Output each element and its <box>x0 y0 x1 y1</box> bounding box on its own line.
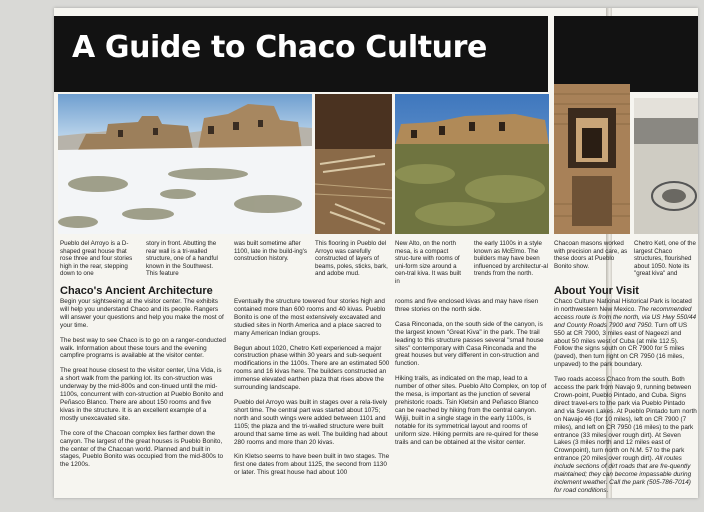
caption-pueblo-del-arroyo-2: story in front. Abutting the rear wall is a tri-walled structure, one of a handful known in the Southwest. This feature <box>146 240 218 278</box>
ancient-architecture-column-3 <box>395 298 549 453</box>
visit-text: Two roads access Chaco from the south. Both access the park from Navajo 9, running between Crown-point, Pueblo Pintado, and Cuba. Signs direct travel-ers to the park via Pueblo Pintado and via Seven Lakes. At Pueblo Pintado turn north on Navajo 46 (for 10 miles), left on CR 7900 (7 miles), and left on CR 7950 (16 miles) to the park entrance (33 miles over rough dirt). At Seven Lakes (3 miles north and 12 miles east of Crownpoint), turn north on N.M. 57 to the park entrance (20 miles over rough dirt). <box>554 376 697 463</box>
paragraph: Pueblo del Arroyo was built in stages over a rela-tively short time. The central part was started about 1075; north and south wings were added between 1101 and 1105; the plaza and the tri-walled structure were built around that same time as well. The building had about 280 rooms and more than 20 kivas. <box>234 398 388 446</box>
pueblo-del-arroyo-image <box>58 94 312 234</box>
visit-text-emphasis: All routes include sections of dirt roads that are fre-quently maintained; they can become impassable during inclement weather. Call the park (505-786-7014) for road conditions. <box>554 455 692 494</box>
photo-pueblo-del-arroyo <box>58 94 312 234</box>
flooring-image <box>315 94 392 234</box>
heading-ancient-architecture: Chaco's Ancient Architecture <box>60 285 213 297</box>
page-title: A Guide to Chaco Culture <box>72 30 487 65</box>
paragraph: Kin Kletso seems to have been built in two stages. The first one dates from about 1125, the second from 1130 or later. This great house had about 100 <box>234 453 390 477</box>
visit-text-emphasis: The recommended access route is from the north, via US Hwy 550/44 and County Roads 7900 and 7950. <box>554 305 697 329</box>
photo-chetro-ketl <box>634 98 698 234</box>
visit-text: Turn off US 550 at CR 7900, 3 miles east of Nageezi and about 50 miles west of Cuba (at mile 112.5). Follow the signs south on CR 7900 for 5 miles (paved), then turn right on CR 7950 (16 miles, unpaved) to the park boundary. <box>554 321 688 369</box>
caption-new-alto-1: New Alto, on the north mesa, is a compact struc-ture with rooms of uni-form size around a cen-tral kiva. It was built in <box>395 240 462 285</box>
caption-pueblo-del-arroyo-3: was built sometime after 1100, late in the build-ing's construction history. <box>234 240 307 263</box>
caption-chetro-ketl: Chetro Ketl, one of the largest Chaco structures, flourished about 1050. Note its "great kiva" and <box>634 240 696 278</box>
title-band-right-panel <box>554 16 698 92</box>
paragraph: The best way to see Chaco is to go on a ranger-conducted walk. Information about these tours and the evening campfire programs is available at the visitor center. <box>60 336 226 360</box>
doors-image <box>554 84 630 234</box>
paragraph: Eventually the structure towered four stories high and contained more than 600 rooms and 40 kivas. Pueblo Bonito is one of the most extensively excavated and studied sites in North America and a place sacred to many American Indian groups. <box>234 298 386 337</box>
ancient-architecture-column-2 <box>234 298 392 484</box>
caption-pueblo-del-arroyo-1: Pueblo del Arroyo is a D-shaped great house that rose three and four stories high in the rear, stepping down to one <box>60 240 133 278</box>
paragraph: Hiking trails, as indicated on the map, lead to a number of other sites. Pueblo Alto Complex, on top of the mesa, is important as the junction of several prehistoric roads. Tsin Kletsin and Peñasco Blanco can be reached by hiking from the central canyon. Wijiji, built in a single stage in the early 1100s, is notable for its symmetrical layout and rooms of uniform size. Hiking permits are re-quired for these trails and can be obtained at the visitor center. <box>395 375 547 446</box>
paragraph: Begin your sightseeing at the visitor center. The exhibits will help you understand Chaco and its people. Rangers will answer your questions and help you make the most of your time. <box>60 298 224 329</box>
ancient-architecture-column-1 <box>60 298 226 476</box>
paragraph: Begun about 1020, Chetro Ketl experienced a major construction phase within 30 years and sub-sequent modifications in the 1100s. There are an estimated 500 rooms and 16 kivas here. The builders constructed an immense elevated earthen plaza that rises above the surrounding landscape. <box>234 344 390 392</box>
chetro-ketl-image <box>634 98 698 234</box>
paragraph: rooms and five enclosed kivas and may have risen three stories on the north side. <box>395 298 539 313</box>
about-your-visit-column <box>554 298 697 498</box>
paragraph: Casa Rinconada, on the south side of the canyon, is the largest known "Great Kiva" in the park. The trail leading to this structure passes several "small house sites" contemporary with Casa Rinconada and the great houses but very different in con-struction and function. <box>395 320 544 368</box>
caption-masons: Chacoan masons worked with precision and care, as these doors at Pueblo Bonito show. <box>554 240 628 270</box>
heading-about-your-visit: About Your Visit <box>554 285 639 297</box>
brochure-page <box>54 8 698 498</box>
photo-flooring <box>315 94 392 234</box>
title-band <box>54 16 548 92</box>
paragraph <box>554 376 697 495</box>
photo-pueblo-bonito-doors <box>554 84 630 234</box>
paragraph <box>554 298 697 369</box>
caption-flooring: This flooring in Pueblo del Arroyo was carefully constructed of layers of beams, poles, sticks, bark, and adobe mud. <box>315 240 388 278</box>
paragraph: The core of the Chacoan complex lies farther down the canyon. The largest of the great houses is Pueblo Bonito, the center of the Chacoan world. Planned and built in stages, Pueblo Bonito was occupied from the mid-800s to the 1200s. <box>60 429 224 469</box>
paragraph: The great house closest to the visitor center, Una Vida, is a short walk from the parking lot. Its con-struction was underway by the mid-800s and con-tinued until the mid-1100s, concurrent with con-struction at Pueblo Bonito and Peñasco Blanco. There are about 150 rooms and five kivas in the structure. It is an excellent example of a mostly unexcavated site. <box>60 367 224 422</box>
new-alto-image <box>395 94 549 234</box>
caption-new-alto-2: the early 1100s in a style known as McElmo. The builders may have been influenced by architectur-al trends from the north. <box>474 240 548 278</box>
visit-text: Chaco Culture National Historical Park is located in northwestern New Mexico. <box>554 298 692 313</box>
photo-new-alto <box>395 94 549 234</box>
